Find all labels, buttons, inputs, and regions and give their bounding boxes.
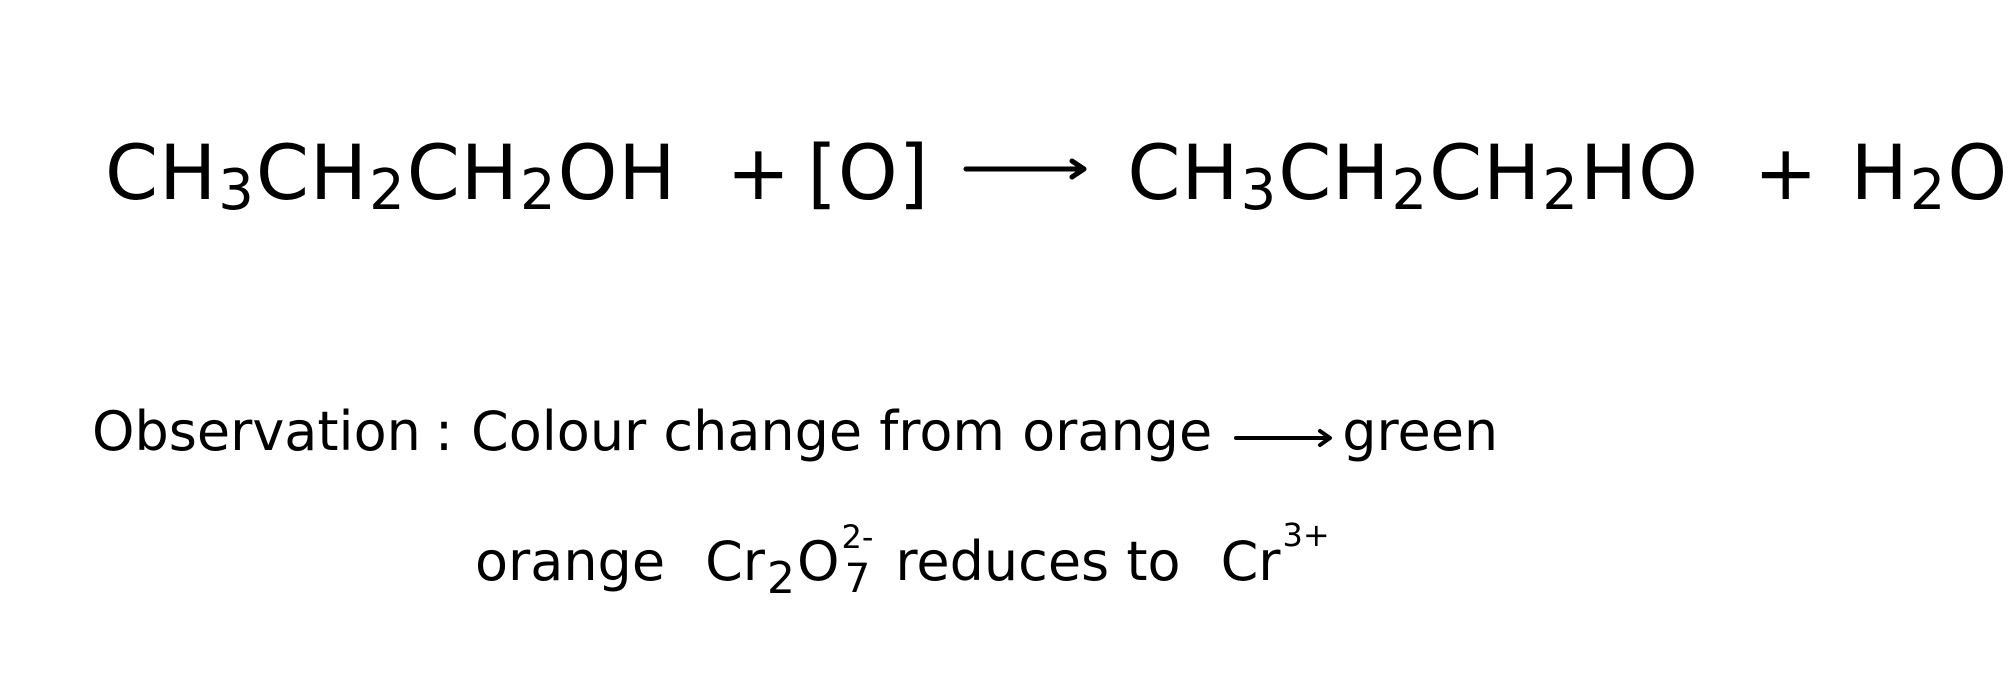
reactant-ch-3: CH xyxy=(406,128,519,217)
dichromate-ion xyxy=(705,518,874,613)
water-o: O xyxy=(1947,128,2008,217)
reaction-arrow-icon xyxy=(964,149,1089,189)
dichromate-subscript-2: 2 xyxy=(766,553,795,604)
water-h: H xyxy=(1850,128,1909,217)
dichromate-charge: 2- xyxy=(841,518,874,556)
product-ch-2: CH xyxy=(1278,128,1391,217)
plus-sign-1: + xyxy=(726,128,792,217)
reactant-ch-2: CH xyxy=(255,128,369,217)
chromium-charge: 3+ xyxy=(1282,516,1330,554)
oxidising-agent: [O] xyxy=(807,128,930,217)
reduction-colour-word: orange xyxy=(475,530,666,593)
product-propanal xyxy=(1127,128,1699,223)
product-ch-3: CH xyxy=(1429,128,1542,217)
reactant-subscript-3: 3 xyxy=(218,158,255,223)
product-subscript-3: 3 xyxy=(1240,158,1278,223)
chromium-ion xyxy=(1220,516,1330,593)
product-subscript-2a: 2 xyxy=(1391,158,1429,223)
colour-change-arrow-icon xyxy=(1234,423,1334,453)
reactant-ch-1: CH xyxy=(105,128,218,217)
product-subscript-2b: 2 xyxy=(1542,158,1579,223)
observation-text: Colour change from orange xyxy=(471,400,1213,463)
plus-sign-2: + xyxy=(1753,128,1819,217)
reduction-line xyxy=(475,516,1330,613)
reactant-oh: OH xyxy=(557,128,677,217)
product-ho: HO xyxy=(1579,128,1699,217)
dichromate-cr: Cr xyxy=(705,530,765,593)
water-subscript-2: 2 xyxy=(1909,158,1947,223)
dichromate-o: O xyxy=(796,530,840,593)
product-water xyxy=(1850,128,2008,223)
observation-colon: : xyxy=(434,400,454,463)
observation-result: green xyxy=(1342,400,1499,463)
reactant-propanol xyxy=(105,128,677,223)
reduction-text: reduces to xyxy=(895,530,1181,593)
reactant-subscript-2b: 2 xyxy=(519,158,557,223)
reactant-subscript-2a: 2 xyxy=(369,158,406,223)
dichromate-charge-and-subscript xyxy=(841,518,874,602)
observation-label: Observation xyxy=(92,400,421,463)
product-ch-1: CH xyxy=(1127,128,1240,217)
dichromate-subscript-7: 7 xyxy=(844,556,871,602)
observation-line xyxy=(92,400,1499,463)
oxidation-equation xyxy=(105,128,2008,223)
chromium-cr: Cr xyxy=(1220,530,1281,593)
